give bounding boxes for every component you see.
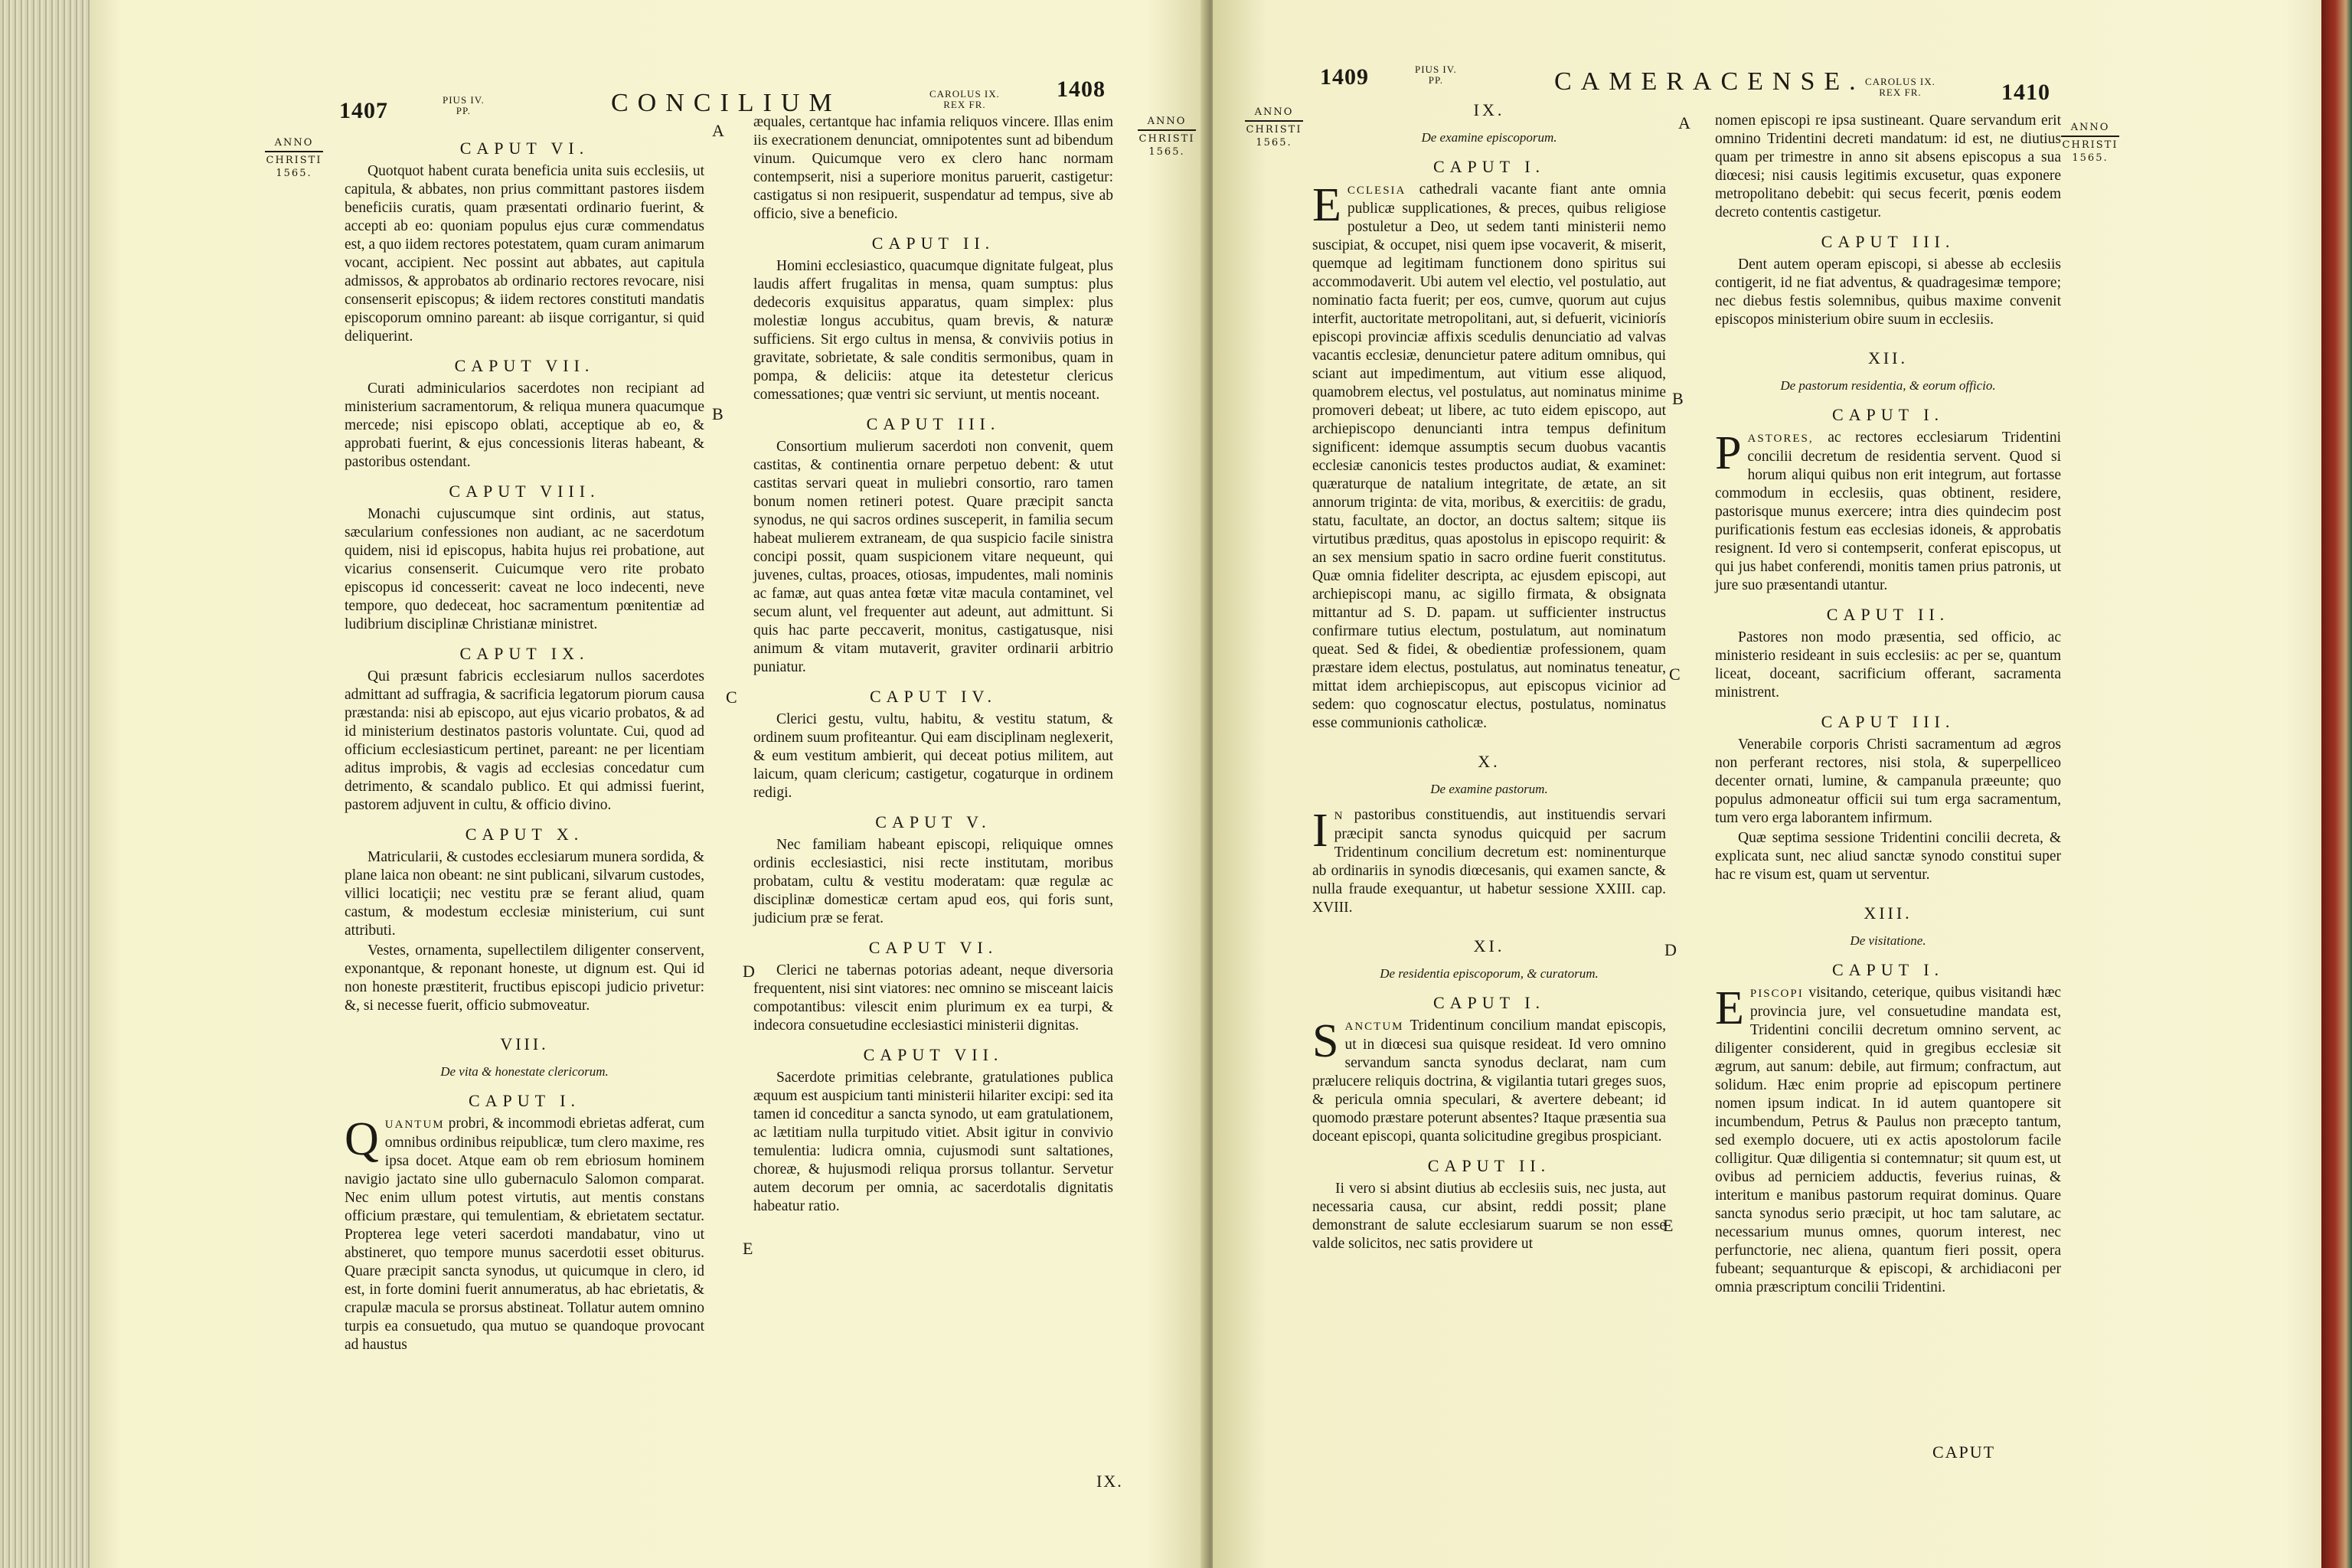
caput-heading: CAPUT VII. [454,356,595,375]
caput-heading: CAPUT I. [1432,157,1546,176]
anno-label: ANNO [1254,106,1294,118]
pope-name: PIUS IV. [1415,64,1457,75]
caput-heading: CAPUT VII. [863,1045,1004,1064]
paragraph-body: ac rectores ecclesiarum Tridentini concilii decretum de residentia servent. Quod si horum aliqui quibus non erit integrum, aut fortasse commodum in ecclesiis, quas obtinent, residere, pastorisque munus exercere; intra dies quindecim post purificationis festum eas ecclesias idoneis, & approbatis resignent. Id vero si contempserit, conferat episcopus, ut qui jus habet conferendi, monitis tamen prius patronis, ut jure suo præsentandi utantur. [1715,430,2062,593]
caput-heading: CAPUT III. [1821,712,1955,731]
drop-capital: P [1715,427,1742,479]
drop-capital: E [1715,982,1744,1034]
section-marker-b: B [712,404,724,423]
page-number-1409: 1409 [1320,64,1369,90]
paragraph: Dent autem operam episcopi, si abesse ab ecclesiis contigerit, id ne fiat adventus, & quadragesimæ tempore; nec diebus festis solemnibus, quibus maxime convenit episcopos ministerium obire suum in ecclesiis. [1715,256,2061,328]
margin-rule [265,151,323,152]
caput-heading: CAPUT II. [871,234,995,253]
caput-heading: CAPUT III. [866,414,1001,433]
christi-label: CHRISTI [1246,124,1302,136]
paragraph: Ii vero si absint diutius ab ecclesiis suis, nec justa, aut necessaria causa, cur absint, reddi possit; plane demonstrant de salute ecclesiarum suarum se non esse valde solicitos, nec satis providere ut [1312,1181,1666,1252]
margin-rule [1138,129,1196,131]
anno-christi-margin-left [265,136,323,180]
drop-capital: Q [345,1113,379,1165]
paragraph [1312,806,1666,917]
section-number: XII. [1867,348,1909,368]
pope-title: PP. [456,105,471,116]
paragraph [1715,984,2061,1297]
caput-heading: CAPUT I. [1831,405,1945,424]
section-marker-a: A [712,121,724,140]
lead-word: CCLESIA [1347,185,1406,197]
section-title: De pastorum residentia, & eorum officio. [1780,378,1996,393]
anno-year: 1565. [2072,152,2109,164]
section-title: De vita & honestate clericorum. [440,1064,609,1079]
paragraph: Qui præsunt fabricis ecclesiarum nullos sacerdotes admittant ad suffragia, & sacrificia legatorum piorum causa præstanda: nisi ab episcopo, aut ejus vicario probatos, & ad id ministerium destinatos pastoris voluntate. Cui, quod ad officium ecclesiasticum pertinet, pareant: ne per licentiam aditus improbis, & vagis ad ecclesias concedatur cum detrimento, & scandalo publico. Et qui admissi fuerint, pastorem adjuvent in cultu, & officio divino. [345,668,704,813]
section-marker-c: C [1669,665,1681,684]
paragraph: Pastores non modo præsentia, sed officio, ac ministerio resideant in suis ecclesiis: ac per se, quantum liceat, doceant, sacrificium offerant, sacramenta ministrent. [1715,629,2061,701]
right-page [1213,0,2321,1568]
paragraph [1312,1017,1666,1146]
section-number: IX. [1473,100,1505,119]
lead-word: UANTUM [384,1119,445,1131]
section-number: XIII. [1864,903,1913,923]
section-marker-c: C [726,688,737,707]
page-number-1408: 1408 [1057,77,1106,102]
lead-word: ASTORES, [1747,433,1814,445]
paragraph: Monachi cujuscumque sint ordinis, aut status, sæcularium confessiones non audiant, ac ne sacerdotum quidem, nisi id episcopus, habita hujus rei probatione, aut vicarius consenserit. Cuicumque vero rite probato episcopus id concesserit: caveat ne loco indecenti, neve tempore, quo dedeceat, hoc sacramentum pœnitentiæ ad ludibrium disciplinæ Christianæ ministret. [345,506,704,632]
anno-year: 1565. [276,168,312,179]
caput-heading: CAPUT II. [1826,605,1950,624]
paragraph [1312,181,1666,733]
king-title: REX FR. [943,99,986,110]
section-marker-a: A [1678,113,1690,132]
section-marker-b: B [1672,389,1684,408]
paragraph: Consortium mulierum sacerdoti non convenit, quem castitas, & continentia ornare perpetuo debent: & utut castitas servari queat in muliebri consortio, raro tamen bonum nomen retineri potest. Quare præcipit sancta synodus, ne qui sacros ordines susceperit, in familia secum habeat mulierem extraneam, de qua suspicio facile sinistra concipi possit, quam suspicionem vitare nequeunt, qui juvenes, cultas, proaces, otiosas, impudentes, mali nominis ac famæ, aut quas antea fœtæ vitæ macula contaminet, vel secum alunt, vel frequenter aut adeunt, aut admittunt. Si quis hac parte peccaverit, monitus, castigatusque, nisi animum & vitam mutaverit, graviter ordinarii arbitrio puniatur. [753,439,1113,675]
section-marker-e: E [743,1239,753,1258]
section-number: XI. [1473,936,1505,956]
section-marker-e: E [1663,1216,1674,1235]
king-name: CAROLUS IX. [1865,76,1936,87]
anno-label: ANNO [274,137,314,149]
left-page [90,0,1210,1568]
caput-heading: CAPUT X. [465,825,584,844]
paragraph: Curati adminicularios sacerdotes non recipiant ad ministerium sacramentorum, & reliqua munera quacumque mercede; nisi episcopo oblati, acceptique ab eo, & approbati fuerint, & ejus concessionis literas habeant, & pastoribus ostendant. [345,381,704,470]
christi-label: CHRISTI [2062,139,2118,151]
paragraph: Matricularii, & custodes ecclesiarum munera sordida, & plane laica non obeant: ne sint publicani, silvarum custodes, villici locatiçii; nec vestitu præ se ferant aliud, quam castum, & modestum ecclesiæ ministerium, cui sunt attributi. [345,849,704,939]
paragraph-body: pastoribus constituendis, aut instituendis servari præcipit sancta synodus quicquid per sacrum Tridentinum concilium decretum est: nominenturque ab ordinariis in synodis diœcesanis, qui examen sancte, & nulla fraude exequantur, ut habetur sessione XXIII. cap. XVIII. [1312,807,1666,916]
paragraph: Sacerdote primitias celebrante, gratulationes publica æquum est auspicium tanti ministerii hilariter excipi: sed ita tamen id conceditur a sancta synodo, ut eam gratulationem, ac lætitiam nulla turpitudo vitiet. Absit igitur in convivio temulentia: ludicra omnia, cujusmodi sunt saltationes, choreæ, & hujusmodi reliqua prorsus tollantur. Servetur autem decorum per omnia, ac sacerdotalis dignitatis habeatur ratio. [753,1070,1113,1214]
left-page-column-2 [753,113,1113,1217]
drop-capital: E [1312,179,1341,231]
section-marker-d: D [1664,940,1677,959]
paragraph: Vestes, ornamenta, supellectilem diligenter conservent, exponantque, & reponant honeste, ut dignum est. Qui id non honeste præstiterit, fructibus episcopi judicio privetur: &, si necesse fuerit, officio submoveatur. [345,942,704,1014]
lead-word: N [1334,810,1344,822]
paragraph: Clerici ne tabernas potorias adeant, neque diversoria frequentent, nisi sint viatores: nec omnino se misceant laicis compotantibus: vilescit enim plurimum ex ea turpi, & indecora consuetudine ecclesiastici ministerii dignitas. [753,962,1113,1034]
caput-heading: CAPUT IV. [869,687,998,706]
left-page-column-1 [345,129,704,1356]
paragraph: Quotquot habent curata beneficia unita suis ecclesiis, ut capitula, & abbates, non prius committant pastores iisdem beneficiis curatis, quam præsentati ordinario fuerint, & accepti ab eo: quoniam populus ejus curæ commendatus est, a quo iidem rectores potestatem, quam curam animarum vocant, accipient. Nec possint aut abbates, aut capitula admissos, & approbatos ab ordinario rectores revocare, nisi consenserit episcopus; & iidem rectores constituti mandatis episcoporum omnino pareant: ab iisque corrigantur, si quid deliquerint. [345,163,705,345]
anno-label: ANNO [1147,116,1187,127]
anno-christi-margin-left [1245,106,1303,149]
lead-word: ANCTUM [1344,1021,1404,1033]
anno-year: 1565. [1256,137,1292,149]
caput-heading: CAPUT V. [875,812,991,831]
paragraph-body: cathedrali vacante fiant ante omnia publicæ supplicationes, & preces, quibus religiose postuletur a Deo, ut sedem tanti ministerii nemo suscipiat, & occupet, nisi quem ipse vocaverit, & miserit, quemque ad legitimam functionem dono spiritus sui accommodaverit. Ubi autem vel electio, vel postulatio, aut nominatio facta fuerit; per eos, cumve, quorum aut cujus interfit, auctoritate metropolitani, aut, si defuerit, viciniorís episcopi provinciæ affixis scedulis denunciatio ad valvas vacantis ecclesiæ, denuncietur patere aditum omnibus, qui sciant aut impedimentum, aut vitium esse aliquod, quamobrem electus, vel postulatus, aut nominatus minime promoveri debeat; ut libere, ac tuto eidem episcopo, aut archiepiscopo denuncianti intra tempus definitum significent: idemque assumptis secum duobus vacantis ecclesiæ canonicis testes productos audiat, & examinet: quæraturque de natalium integritate, de ætate, an sit annorum triginta: de vita, moribus, & exercitiis: de gradu, statu, facultate, an doctor, an doctus saltem; sitque iis virtutibus præditus, quas apostolus in episcopo requirit: & an sex mensium spatio in sacro ordine fuerit constitutus. Quæ omnia fideliter descripta, ac ejusdem episcopi, aut archiepiscopi manu, ac sigillo firmata, & obsignata mittantur ad S. D. papam. ut sufficienter instructus confirmare tutius electum, postulatum, aut nominatum queat. Sed & fidei, & obedientiæ professionem, quam præstare idem electus, postulatus, aut nominatus teneatur, mittat idem archiepiscopus, aut episcopus vicinior ad sedem: quo cognoscatur electus, postulatus, nominatus esse communionis catholicæ. [1312,181,1666,731]
running-title: CAMERACENSE. [1554,67,1865,96]
running-title: CONCILIUM [611,89,841,117]
anno-year: 1565. [1148,146,1185,158]
paragraph [1715,429,2061,595]
section-title: De residentia episcoporum, & curatorum. [1380,966,1599,981]
lead-word: PISCOPI [1749,988,1804,1000]
right-page-column-1 [1312,98,1666,1255]
caput-heading: CAPUT VIII. [449,482,600,501]
caput-heading: CAPUT I. [1432,993,1546,1012]
pope-title: PP. [1428,74,1443,86]
paragraph: Clerici gestu, vultu, habitu, & vestitu statum, & ordinem suum profiteantur. Qui eam disciplinam neglexerit, & eum vestitum ambierit, qui deceat potius militem, aut laicum, quam clericum; castigetur, cogaturque in ordinem redigi. [753,711,1113,801]
running-head-king [1865,77,1936,98]
running-head-pope [443,95,485,116]
paragraph: nomen episcopi re ipsa sustineant. Quare servandum erit omnino Tridentini decreti mandatum: id est, ne diutius quam per trimestre in anno sit absens episcopus a sua diœcesi; nisi causis legitimis excusetur, quas exponere metropolitano debebit: qui secus fecerit, pœnis eodem decreto contentis castigetur. [1715,113,2061,220]
running-head-pope [1415,64,1457,86]
running-head-king [929,89,1000,110]
anno-christi-margin-right [1138,115,1196,158]
section-marker-d: D [743,962,755,981]
catchword: IX. [1096,1472,1123,1491]
anno-label: ANNO [2070,122,2110,133]
pope-name: PIUS IV. [443,94,485,106]
paragraph: Nec familiam habeant episcopi, reliquique omnes ordinis ecclesiastici, nisi recte institutam, moribus probatam, cultu & vestitu moderatam: quæ regulæ ac disciplinæ domesticæ certam apud eos, qui foris sunt, judicium præ se ferat. [753,837,1113,926]
page-number-1410: 1410 [2001,80,2050,105]
caput-heading: CAPUT III. [1821,232,1955,251]
paragraph: Quæ septima sessione Tridentini concilii decreta, & explicata sunt, nec aliud sanctæ synodo constitui super hac re visum est, quam ut serventur. [1715,830,2061,883]
christi-label: CHRISTI [266,155,322,166]
margin-rule [1245,120,1303,122]
caput-heading: CAPUT VI. [868,938,998,957]
section-number: X. [1478,752,1501,771]
drop-capital: I [1312,805,1328,857]
page-number-1407: 1407 [339,98,388,123]
caput-heading: CAPUT I. [1831,960,1945,979]
section-title: De visitatione. [1850,933,1926,948]
section-title: De examine episcoporum. [1421,130,1557,145]
paragraph: æquales, certantque hac infamia reliquos vincere. Illas enim iis execrationem denunciat, omnipotentes sunt ad bibendum vinum. Quicumque vero ex clero hanc normam contempserit, nisi a superiore monitus paruerit, castigetur: castigatus si non resipuerit, suspendatur ad tempus, sive ab officio, sive a beneficio. [753,114,1113,222]
caput-heading: CAPUT IX. [459,644,590,663]
king-title: REX FR. [1879,87,1922,98]
christi-label: CHRISTI [1138,133,1195,145]
right-page-column-2 [1715,112,2061,1298]
book-cover-edge [2321,0,2352,1568]
catchword: CAPUT [1932,1442,1996,1462]
margin-rule [2061,136,2119,137]
paragraph: Venerabile corporis Christi sacramentum ad ægros non perferant rectores, nisi stola, & superpelliceo decenter ornati, lumine, & campanula præeunte; quo populus admoneatur officii sui tum erga sacramentum, tum vero erga laborantem infirmum. [1715,737,2061,826]
king-name: CAROLUS IX. [929,88,1000,100]
paragraph-body: probri, & incommodi ebrietas adferat, cum omnibus ordinibus reipublicæ, tum clero maxime, res ipsa docet. Atque eam ob rem ebriosum hominem navigio jactato sine ullo gubernaculo Salomon comparat. Nec enim ullum potest virtutis, aut mentis constans officium præstare, qui temulentiam, & ebrietatem sectatur. Propterea lege veteri sacerdoti mandabatur, vino ut abstineret, quo tempore munus sacerdotii esset obiturus. Quare præcipit sancta synodus, ut quicumque in clero, id est, in forte domini fuerit annumeratus, ab hac ebrietatis, & crapulæ macula se prorsus abstineat. Tollatur autem omnino turpis ea consuetudo, qua mutuo se quandoque provocant ad haustus [345,1116,705,1353]
paragraph-body: Tridentinum concilium mandat episcopis, ut in diœcesi sua quisque resideat. Id vero omnino servandum sancta synodus declarat, nam cum prælucere reliquis doctrina, & vigilantia tutari greges suos, & pericula omnia speculari, & avertere debeant; id quomodo præstare poterunt absentes? Itaque præsentia sua doceant episcopi, quanta solicitudine gregibus prospiciant. [1312,1018,1666,1145]
section-number: VIII. [500,1034,549,1054]
paragraph-body: visitando, ceterique, quibus visitandi hæc provincia jure, vel consuetudine mandata est, Tridentini concilii decretum omnino servent, ac diligenter considerent, quid in gregibus ecclesiæ sit ægrum, aut sanum: debile, aut firmum; confractum, aut solidum. Hæc enim proprie ad episcopum pertinere nomen ipsum indicat. In id autem quantopere sit incumbendum, Petrus & Paulus non præcepto tantum, sed exemplo docuere, uti ex actis apostolorum facile colligitur. Quæ diligentia si contemnatur; sit quum est, ut ovibus ad perniciem adductis, feverius ruinas, & interitum e manibus pastorum requirat dominus. Quare sancta synodus serio præcipit, ut hoc tam salutare, ac necessarium munus omnes, quorum interest, nec perfunctorie, nec aliena, quantum fieri possit, opera fubeant; sequanturque & episcopi, & archidiaconi per omnia præscriptum concilii Tridentini. [1715,985,2062,1295]
paragraph: Homini ecclesiastico, quacumque dignitate fulgeat, plus laudis affert frugalitas in mensa, quam sumptus: plus dedecoris exquisitus apparatus, quam simplex: plus molestiæ longus accubitus, quam brevis, & naturæ sufficiens. Sit ergo cultus in mensa, & conviviis potius in gravitate, sobrietate, & sale conditis sermonibus, quam in pompa, & deliciis: atque ita detestetur clericus comessationes; quæ ventri sic serviunt, ut mentis noceant. [753,258,1113,403]
caput-heading: CAPUT I. [468,1091,581,1110]
paragraph [345,1115,704,1354]
caput-heading: CAPUT VI. [459,139,590,158]
anno-christi-margin-right [2061,121,2119,165]
caput-heading: CAPUT II. [1427,1156,1551,1175]
book-fore-edge [0,0,100,1568]
section-title: De examine pastorum. [1430,782,1548,796]
drop-capital: S [1312,1015,1339,1067]
